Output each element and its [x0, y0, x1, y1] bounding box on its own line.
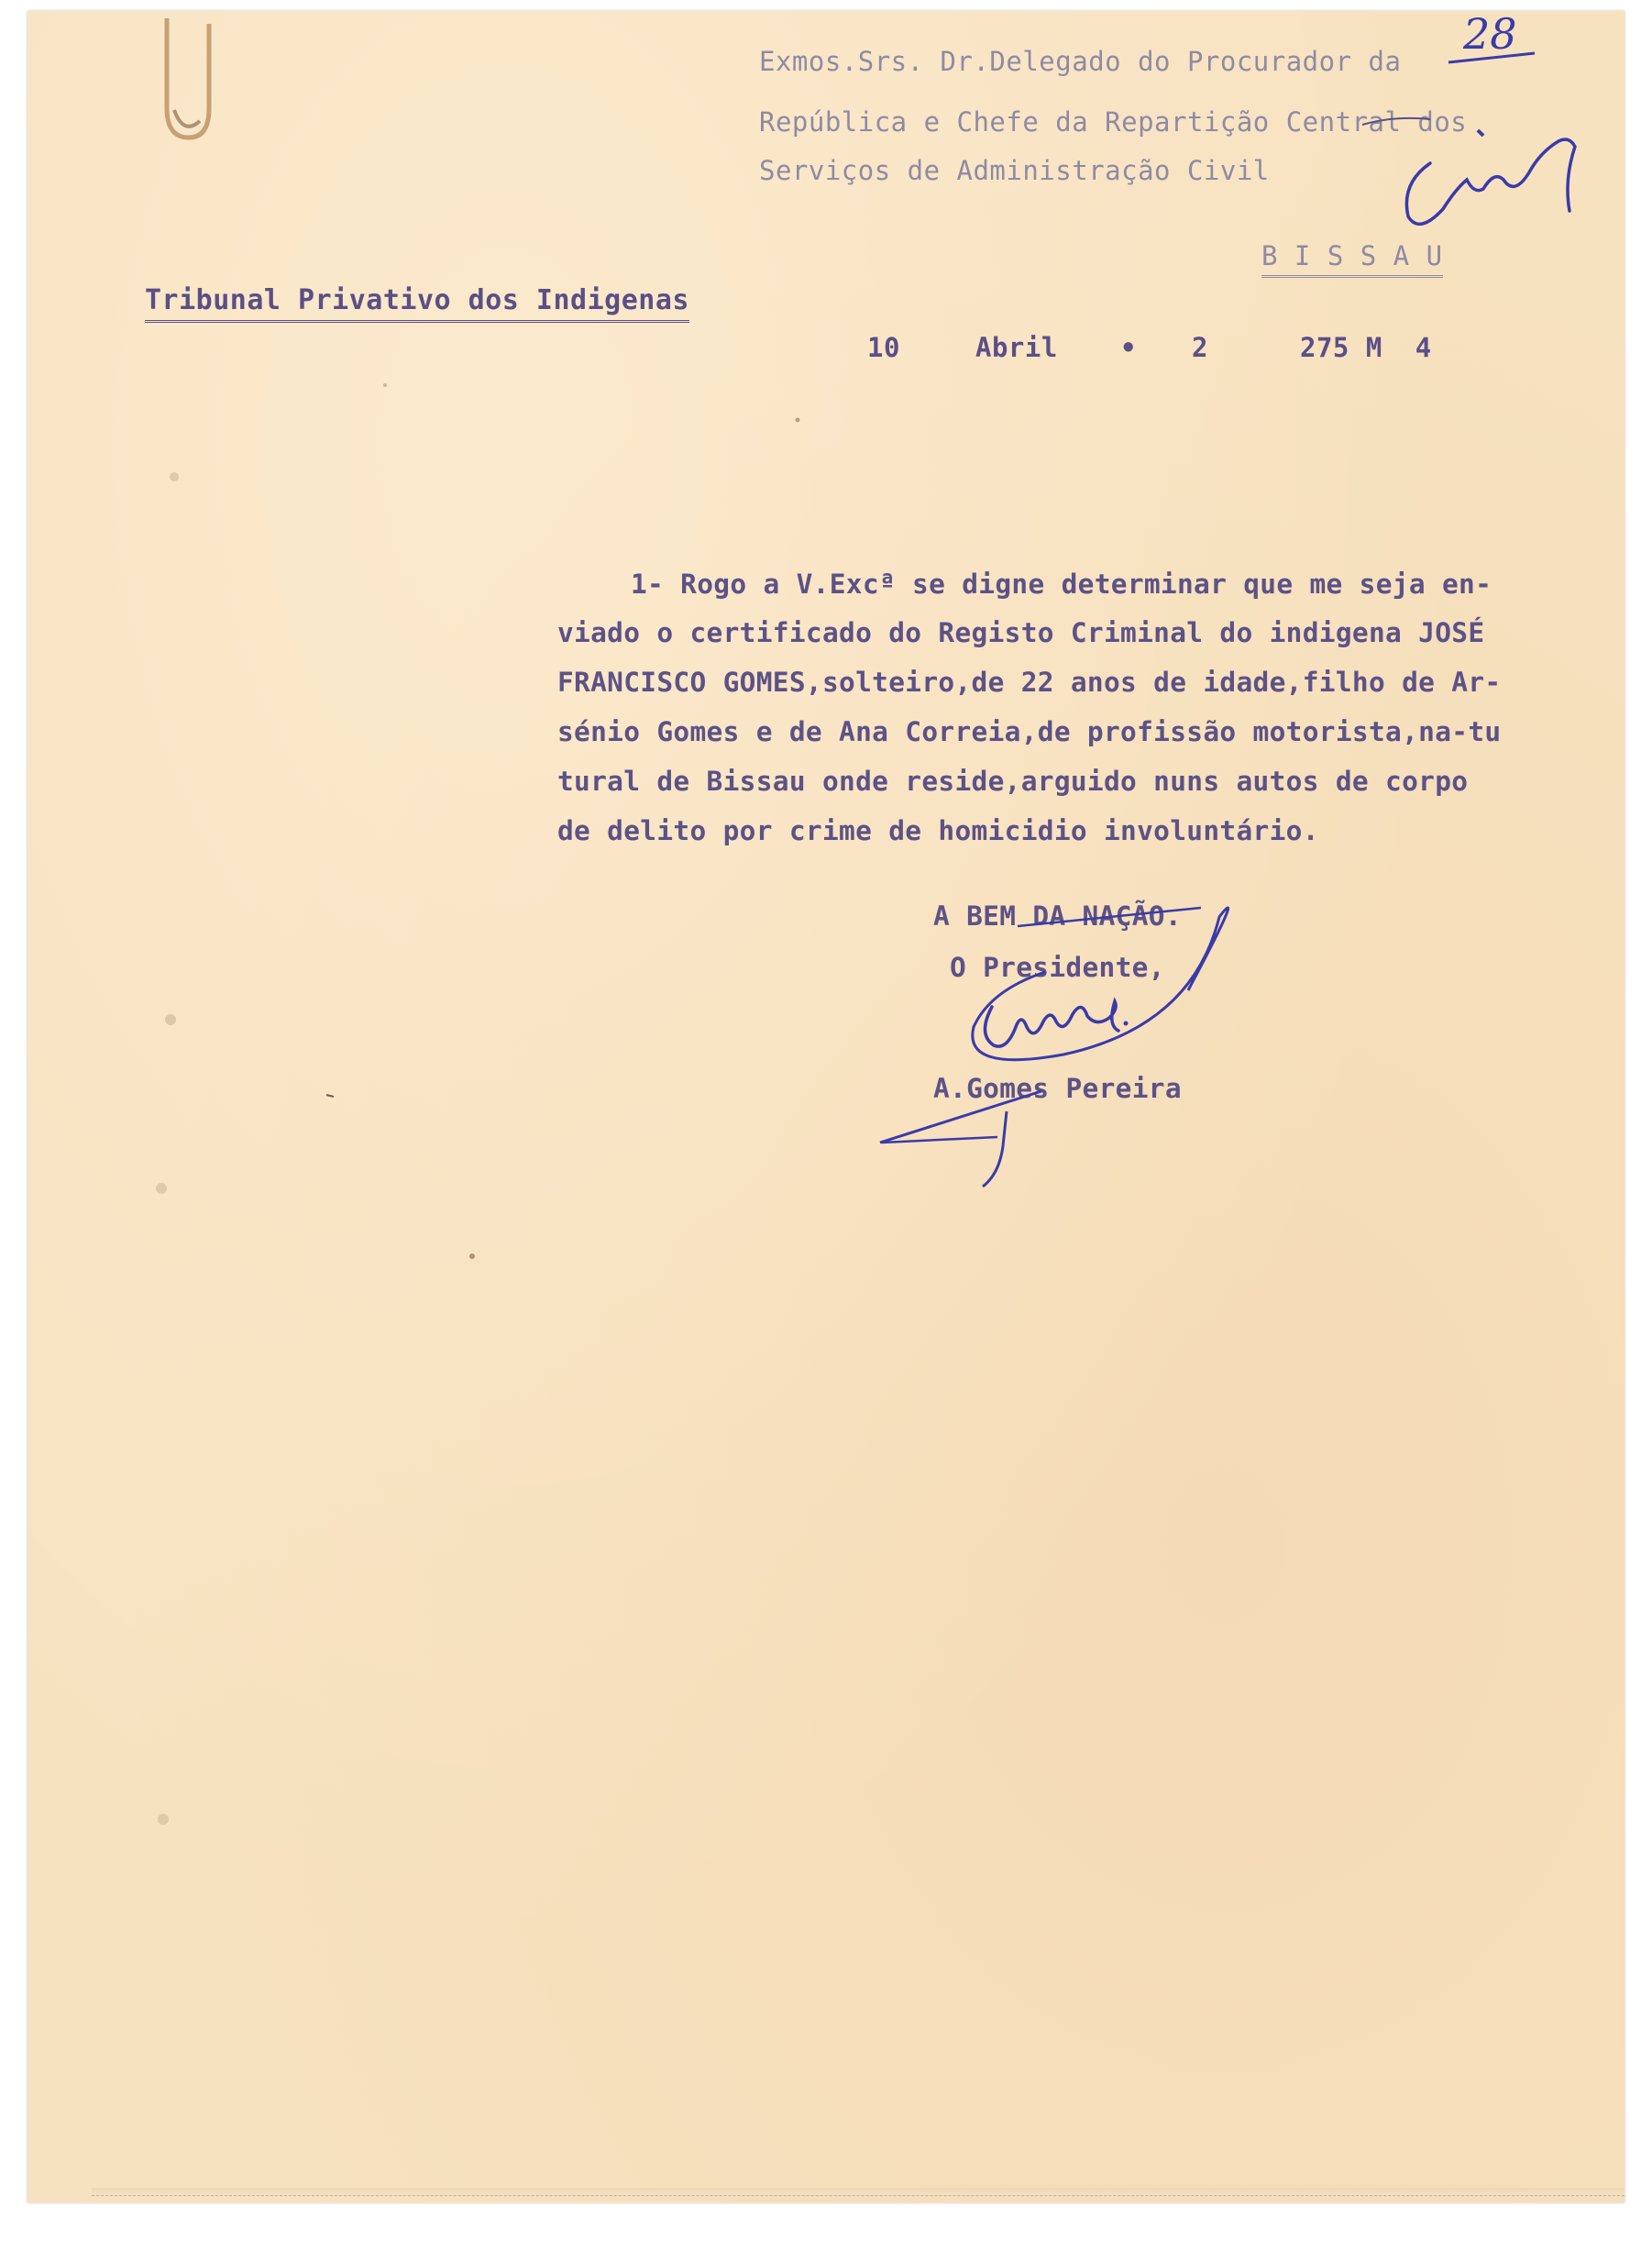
addressee-city: B I S S A U — [1261, 240, 1443, 278]
body-line-6: de delito por crime de homicidio involuntário. — [557, 815, 1319, 846]
closing-name: A.Gomes Pereira — [933, 1073, 1182, 1104]
reference-separator: • — [1120, 332, 1137, 363]
addressee-line-2: República e Chefe da Repartição Central dos — [759, 106, 1468, 138]
body-line-1: 1- Rogo a V.Excª se digne determinar que me seja en- — [631, 569, 1492, 600]
reference-section: 2 — [1192, 332, 1208, 363]
page-bottom-edge — [92, 2188, 1624, 2196]
handwritten-page-number: 28 — [1463, 9, 1517, 59]
addressee-line-3: Serviços de Administração Civil — [759, 155, 1270, 186]
addressee-line-1: Exmos.Srs. Dr.Delegado do Procurador da — [759, 46, 1402, 77]
closing-salutation: A BEM DA NAÇÃO. — [933, 900, 1182, 932]
body-line-3: FRANCISCO GOMES,solteiro,de 22 anos de idade,filho de Ar- — [557, 667, 1502, 698]
reference-month: Abril — [975, 332, 1058, 363]
body-line-2: viado o certificado do Registo Criminal do indigena JOSÉ — [557, 617, 1485, 648]
reference-day: 10 — [867, 332, 900, 363]
body-line-4: sénio Gomes e de Ana Correia,de profissão motorista,na-tu — [557, 716, 1502, 747]
reference-number: 275 M 4 — [1300, 332, 1432, 363]
sender-institution: Tribunal Privativo dos Indigenas — [145, 284, 689, 323]
body-line-5: tural de Bissau onde reside,arguido nuns autos de corpo — [557, 766, 1469, 797]
closing-title: O Presidente, — [950, 952, 1165, 983]
